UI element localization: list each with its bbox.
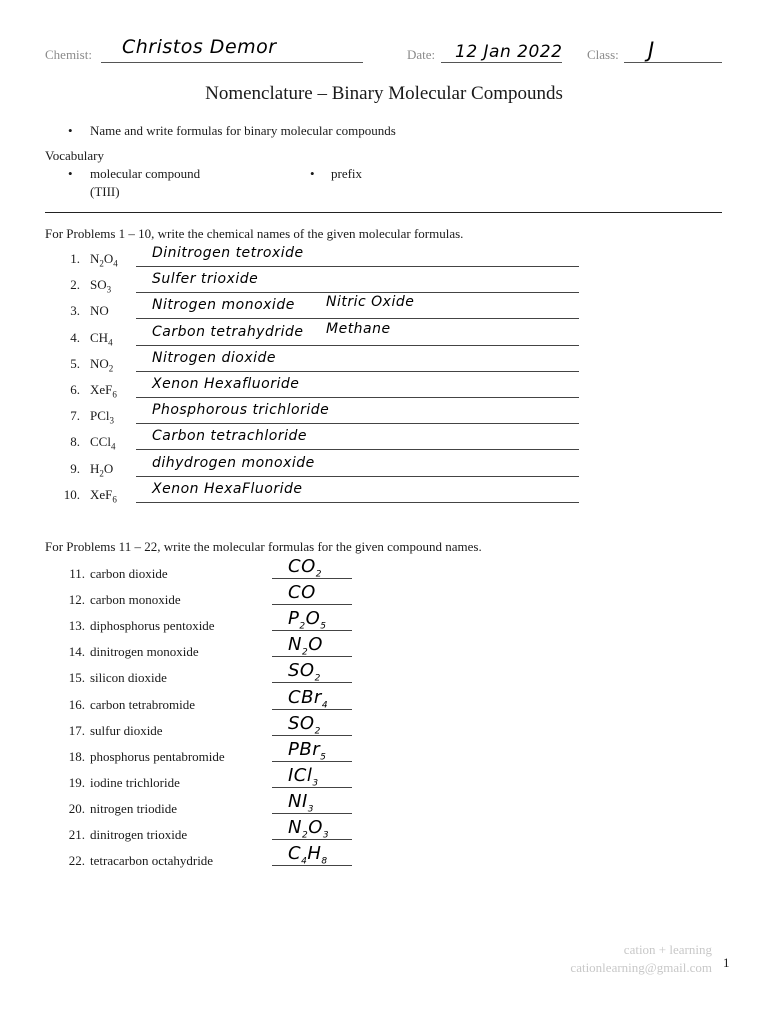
- formula-element: O: [305, 608, 321, 630]
- problem-number: 21.: [68, 827, 85, 842]
- formula-element: H: [90, 460, 100, 476]
- answer-line: [272, 604, 352, 605]
- bullet-icon: •: [68, 166, 73, 181]
- chemist-value[interactable]: Christos Demor: [122, 36, 277, 58]
- given-formula: [90, 461, 113, 477]
- formula-element: N: [90, 251, 100, 266]
- date-value[interactable]: 12 Jan 2022: [455, 42, 563, 62]
- formula-element: SO: [288, 660, 315, 682]
- subscript: 2: [301, 830, 309, 841]
- class-label: Class:: [587, 47, 619, 62]
- compound-name: iodine trichloride: [90, 774, 180, 790]
- subscript: 5: [320, 752, 327, 763]
- compound-name: carbon monoxide: [90, 592, 181, 608]
- formula-element: CO: [288, 582, 316, 604]
- formula-element: CH: [90, 329, 109, 345]
- handwritten-answer[interactable]: Carbon tetrahydride: [152, 323, 304, 340]
- subscript: 3: [307, 804, 315, 815]
- problem-number: 9.: [70, 460, 80, 476]
- answer-line: [136, 292, 579, 293]
- handwritten-formula[interactable]: [288, 764, 319, 789]
- subscript: 5: [320, 621, 327, 632]
- footer-email: cationlearning@gmail.com: [570, 960, 712, 975]
- handwritten-formula[interactable]: [288, 738, 327, 763]
- answer-line: [272, 735, 352, 736]
- formula-element: H: [307, 843, 322, 865]
- problem-number: 12.: [68, 592, 85, 608]
- answer-line: [136, 345, 579, 346]
- answer-line: [136, 397, 579, 398]
- formula-element: CO: [288, 556, 316, 577]
- handwritten-answer[interactable]: Nitrogen dioxide: [152, 349, 277, 366]
- formula-element: SO: [90, 277, 107, 293]
- answer-line: [272, 578, 352, 579]
- subscript: 2: [99, 258, 104, 269]
- bullet-icon: •: [310, 166, 315, 181]
- problem-number: 7.: [70, 408, 80, 424]
- problem-number: 18.: [68, 748, 85, 764]
- problem-number: 16.: [68, 696, 85, 712]
- answer-line: [136, 318, 579, 319]
- formula-element: CBr: [288, 686, 322, 708]
- handwritten-formula[interactable]: [288, 582, 316, 603]
- handwritten-formula[interactable]: [288, 608, 327, 632]
- formula-element: PBr: [288, 738, 321, 760]
- compound-name: silicon dioxide: [90, 670, 167, 686]
- formula-element: N: [288, 634, 302, 656]
- handwritten-answer-alt[interactable]: Nitric Oxide: [326, 294, 415, 311]
- page-title: Nomenclature – Binary Molecular Compounds: [205, 83, 563, 104]
- handwritten-formula[interactable]: [288, 660, 321, 684]
- answer-line: [272, 761, 352, 762]
- given-formula: [90, 382, 117, 398]
- subscript: 4: [110, 441, 116, 452]
- given-formula: [90, 434, 115, 450]
- page-number: 1: [723, 955, 730, 970]
- answer-line: [136, 476, 579, 477]
- given-formula: [90, 408, 114, 424]
- subscript: 3: [106, 284, 112, 295]
- given-formula: [90, 487, 117, 503]
- problem-number: 8.: [70, 434, 80, 450]
- class-line: [624, 62, 722, 63]
- handwritten-formula[interactable]: [288, 634, 323, 658]
- formula-element: SO: [288, 712, 315, 734]
- formula-element: O: [103, 460, 114, 476]
- subscript: 4: [108, 337, 113, 348]
- subscript: 6: [112, 494, 117, 505]
- subscript: 4: [301, 856, 308, 867]
- subscript: 6: [112, 389, 117, 400]
- problem-number: 13.: [68, 618, 85, 634]
- compound-name: carbon dioxide: [90, 566, 168, 581]
- handwritten-formula[interactable]: [288, 843, 328, 867]
- problem-number: 20.: [68, 800, 85, 816]
- problem-number: 22.: [68, 853, 85, 869]
- answer-line: [136, 502, 579, 503]
- handwritten-answer[interactable]: Sulfer trioxide: [152, 271, 259, 288]
- handwritten-answer[interactable]: Phosphorous trichloride: [152, 402, 330, 419]
- answer-line: [272, 839, 352, 840]
- subscript: 2: [314, 726, 321, 737]
- problem-number: 6.: [70, 382, 80, 397]
- handwritten-formula[interactable]: [288, 790, 315, 815]
- subscript: 8: [321, 856, 328, 867]
- handwritten-formula[interactable]: [288, 556, 322, 580]
- vocabulary-heading: Vocabulary: [45, 148, 104, 163]
- section2-instruction: For Problems 11 – 22, write the molecular formulas for the given compound names.: [45, 539, 482, 554]
- compound-name: tetracarbon octahydride: [90, 853, 214, 869]
- problem-number: 5.: [70, 355, 80, 371]
- vocab-item-molecular-compound: molecular compound: [90, 166, 201, 181]
- subscript: 2: [99, 468, 104, 479]
- answer-line: [136, 449, 579, 450]
- handwritten-answer[interactable]: dihydrogen monoxide: [152, 454, 315, 471]
- formula-element: O: [308, 634, 323, 656]
- compound-name: diphosphorus pentoxide: [90, 618, 215, 634]
- chemist-line: [101, 62, 363, 63]
- formula-element: XeF: [90, 486, 113, 502]
- subscript: 2: [108, 363, 114, 374]
- bullet-icon: •: [68, 123, 73, 138]
- formula-element: PCl: [90, 408, 110, 424]
- handwritten-answer[interactable]: Carbon tetrachloride: [152, 428, 307, 445]
- handwritten-formula[interactable]: [288, 686, 329, 711]
- answer-line: [272, 865, 352, 866]
- handwritten-answer-alt[interactable]: Methane: [326, 320, 391, 337]
- handwritten-formula[interactable]: [288, 817, 330, 841]
- formula-element: XeF: [90, 382, 113, 397]
- subscript: 2: [301, 647, 309, 658]
- subscript: 2: [315, 569, 322, 580]
- section1-instruction: For Problems 1 – 10, write the chemical names of the given molecular formulas.: [45, 226, 464, 241]
- handwritten-formula[interactable]: [288, 712, 321, 737]
- subscript: 4: [113, 258, 118, 269]
- handwritten-answer[interactable]: Xenon Hexafluoride: [152, 376, 300, 392]
- formula-element: P: [288, 608, 300, 630]
- date-label: Date:: [407, 47, 436, 62]
- formula-element: NI: [288, 790, 308, 812]
- given-formula: [90, 303, 109, 319]
- footer-brand: cation + learning: [623, 942, 712, 957]
- given-formula: [90, 277, 111, 293]
- formula-element: CCl: [90, 434, 111, 450]
- given-formula: [90, 251, 118, 267]
- answer-line: [136, 266, 579, 267]
- objective-text: Name and write formulas for binary molecular compounds: [90, 123, 396, 138]
- formula-element: ICl: [288, 764, 313, 786]
- class-value[interactable]: J: [648, 38, 655, 62]
- answer-line: [136, 371, 579, 372]
- subscript: 3: [312, 778, 319, 789]
- subscript: 2: [299, 621, 306, 632]
- vocab-item-note: (TIII): [90, 184, 120, 199]
- problem-number: 17.: [68, 722, 85, 738]
- subscript: 2: [314, 673, 321, 684]
- chemist-label: Chemist:: [45, 47, 92, 62]
- given-formula: [90, 330, 113, 346]
- handwritten-answer[interactable]: Nitrogen monoxide: [152, 297, 295, 314]
- compound-name: nitrogen triodide: [90, 800, 178, 816]
- handwritten-answer[interactable]: Xenon HexaFluoride: [152, 480, 303, 497]
- problem-number: 14.: [68, 644, 85, 660]
- problem-number: 11.: [69, 566, 85, 581]
- formula-element: N: [288, 817, 302, 838]
- formula-element: C: [288, 843, 302, 865]
- problem-number: 15.: [68, 670, 85, 686]
- formula-element: NO: [90, 303, 109, 319]
- compound-name: carbon tetrabromide: [90, 696, 196, 712]
- date-line: [441, 62, 562, 63]
- section-divider: [45, 212, 722, 213]
- compound-name: dinitrogen monoxide: [90, 644, 199, 660]
- given-formula: [90, 356, 113, 372]
- subscript: 3: [109, 415, 115, 426]
- subscript: 4: [321, 700, 329, 711]
- problem-number: 3.: [70, 303, 80, 319]
- compound-name: sulfur dioxide: [90, 722, 163, 738]
- vocab-item-prefix: prefix: [331, 166, 363, 181]
- problem-number: 2.: [70, 277, 80, 293]
- handwritten-answer[interactable]: Dinitrogen tetroxide: [152, 245, 304, 261]
- formula-element: O: [308, 817, 323, 838]
- problem-number: 10.: [63, 486, 80, 502]
- answer-line: [136, 423, 579, 424]
- problem-number: 1.: [70, 251, 80, 266]
- formula-element: NO: [90, 355, 109, 371]
- problem-number: 19.: [68, 774, 85, 790]
- answer-line: [272, 656, 352, 657]
- answer-line: [272, 682, 352, 683]
- problem-number: 4.: [70, 329, 80, 345]
- answer-line: [272, 709, 352, 710]
- compound-name: dinitrogen trioxide: [90, 827, 188, 842]
- compound-name: phosphorus pentabromide: [90, 748, 225, 764]
- answer-line: [272, 630, 352, 631]
- formula-element: O: [103, 251, 114, 266]
- subscript: 3: [322, 830, 330, 841]
